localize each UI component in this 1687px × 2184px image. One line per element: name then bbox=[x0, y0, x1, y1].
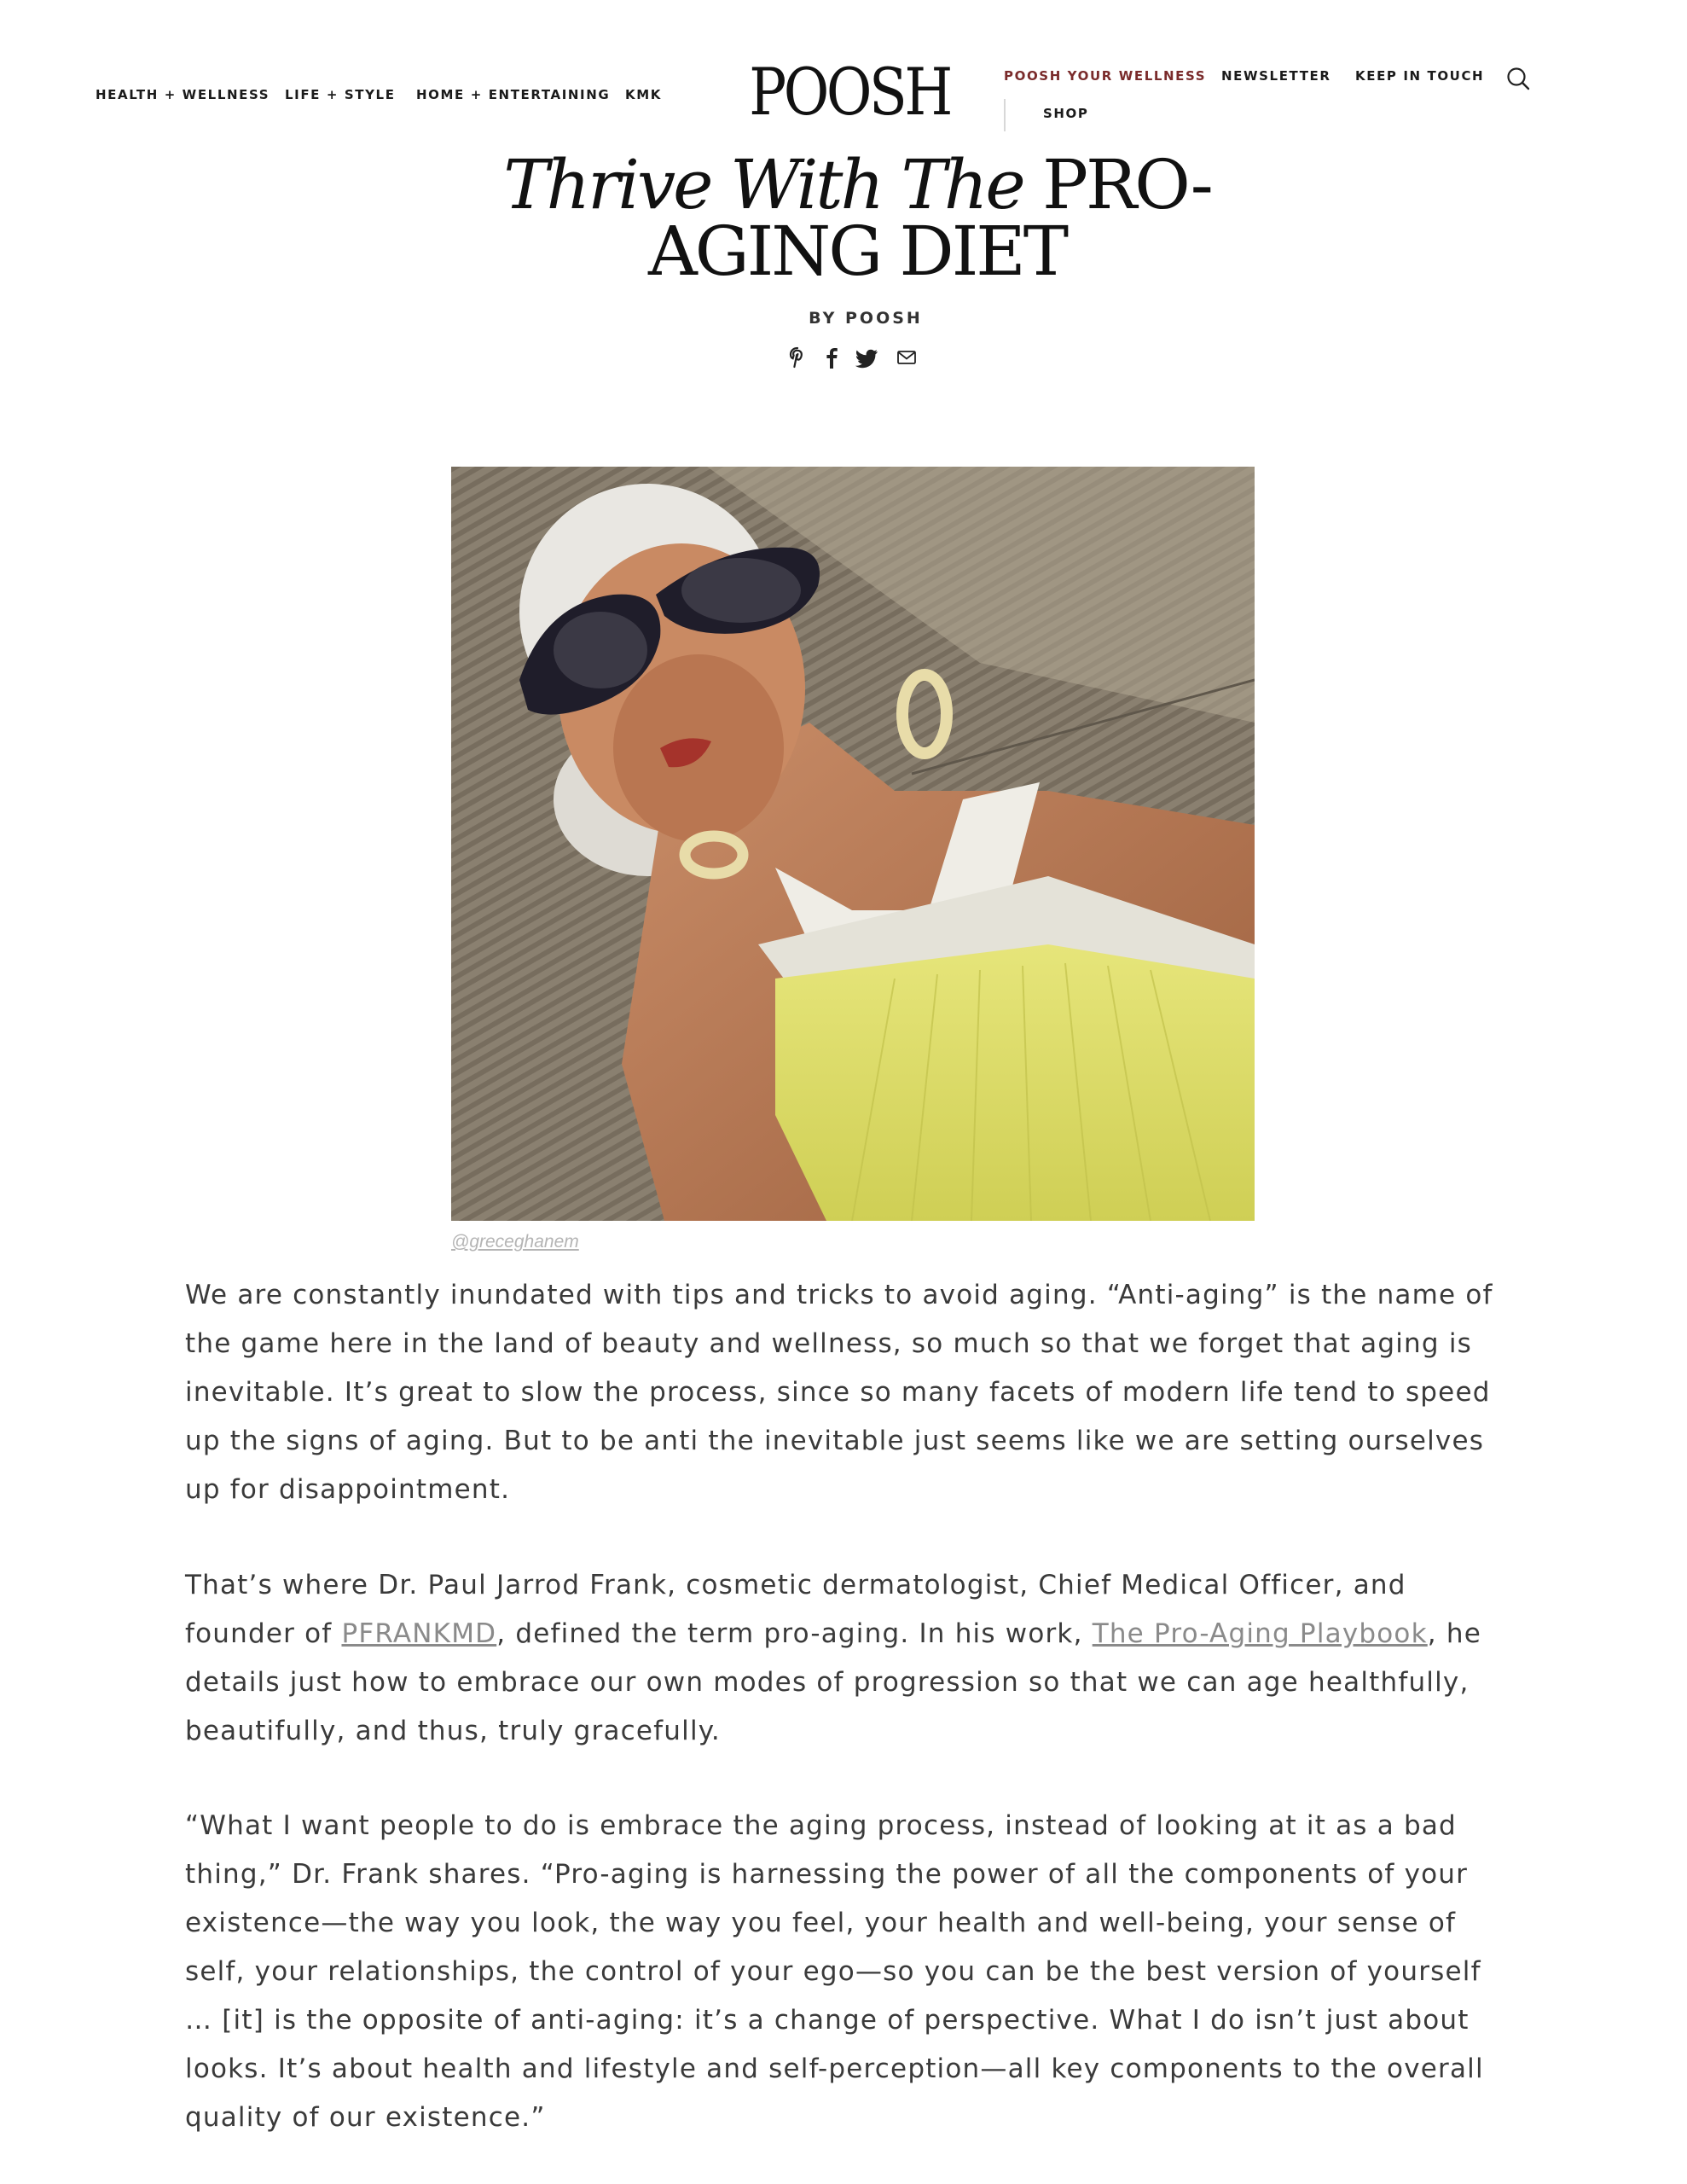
article-byline: BY POOSH bbox=[809, 309, 923, 328]
site-logo[interactable]: POOSH bbox=[749, 54, 950, 130]
article-paragraph-2 bbox=[185, 1561, 1499, 1756]
nav-life-style[interactable]: LIFE + STYLE bbox=[285, 87, 396, 102]
search-icon[interactable] bbox=[1504, 65, 1532, 92]
article-title-rest: PRO-AGING DIET bbox=[647, 145, 1211, 291]
nav-shop[interactable]: SHOP bbox=[1043, 106, 1089, 121]
nav-health-wellness[interactable]: HEALTH + WELLNESS bbox=[96, 87, 270, 102]
pfrankmd-link[interactable]: PFRANKMD bbox=[341, 1618, 497, 1649]
nav-home-entertaining[interactable]: HOME + ENTERTAINING bbox=[416, 87, 611, 102]
paragraph-2-text-2: , defined the term pro-aging. In his work, bbox=[496, 1618, 1093, 1649]
email-icon[interactable] bbox=[894, 345, 919, 370]
nav-keep-in-touch[interactable]: KEEP IN TOUCH bbox=[1355, 68, 1485, 84]
twitter-icon[interactable] bbox=[855, 345, 880, 370]
article-title bbox=[478, 145, 1237, 291]
facebook-icon[interactable] bbox=[819, 345, 844, 370]
pinterest-icon[interactable] bbox=[785, 345, 810, 370]
pro-aging-playbook-link[interactable]: The Pro-Aging Playbook bbox=[1092, 1618, 1428, 1649]
hero-image bbox=[451, 467, 1255, 1221]
image-credit-link[interactable]: @greceghanem bbox=[451, 1232, 579, 1252]
nav-newsletter[interactable]: NEWSLETTER bbox=[1221, 68, 1331, 84]
paragraph-2-text-3: , he details just how to embrace our own modes of progression so that we can age healthfully, beautifully, and thus, truly gracefully. bbox=[185, 1618, 1481, 1746]
article-title-italic: Thrive With The bbox=[503, 145, 1023, 224]
nav-divider bbox=[1004, 99, 1006, 131]
paragraph-2-text-1: That’s where Dr. Paul Jarrod Frank, cosmetic dermatologist, Chief Medical Officer, and founder of bbox=[185, 1570, 1406, 1649]
nav-poosh-your-wellness[interactable]: POOSH YOUR WELLNESS bbox=[1004, 68, 1207, 84]
article-paragraph-1: We are constantly inundated with tips and tricks to avoid aging. “Anti-aging” is the name of the game here in the land of beauty and wellness, so much so that we forget that aging is inevitable. It’s great to slow the process, since so many facets of modern life tend to speed up the signs of aging. But to be anti the inevitable just seems like we are setting ourselves up for disappointment. bbox=[185, 1280, 1493, 1505]
nav-kmk[interactable]: KMK bbox=[625, 87, 662, 102]
article-paragraph-3: “What I want people to do is embrace the aging process, instead of looking at it as a bad thing,” Dr. Frank shares. “Pro-aging is harnessing the power of all the components of your existence—the way you look, the way you feel, your health and well-being, your sense of self, your relationships, the control of your ego—so you can be the best version of yourself … [it] is the opposite of anti-aging: it’s a change of perspective. What I do isn’t just about looks. It’s about health and lifestyle and self-perception—all key components to the overall quality of our existence.” bbox=[185, 1810, 1484, 2133]
